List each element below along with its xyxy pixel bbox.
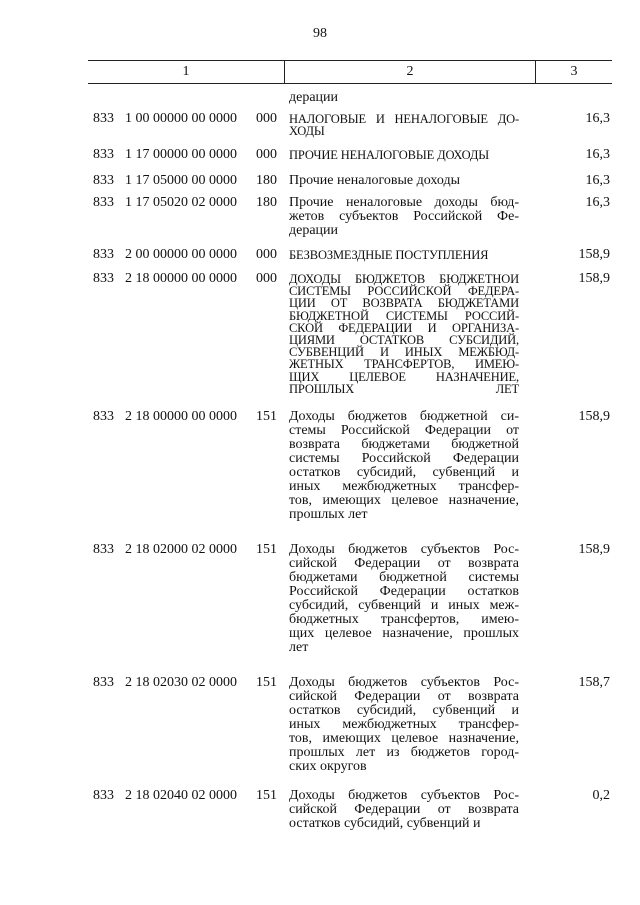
row-name-line: СКОЙ ФЕДЕРАЦИИ И ОРГАНИЗА-: [289, 320, 519, 335]
row-value: 158,9: [578, 409, 610, 424]
row-name-line: Доходы бюджетов субъектов Рос-: [289, 675, 519, 690]
row-admin: 833: [93, 111, 114, 126]
row-name-line: Прочие неналоговые доходы бюд-: [289, 195, 519, 210]
row-sub: 151: [256, 542, 277, 557]
row-value: 16,3: [585, 111, 610, 126]
row-value: 16,3: [585, 195, 610, 210]
row-name: [289, 174, 519, 188]
row-name-line: ДОХОДЫ БЮДЖЕТОВ БЮДЖЕТНОИ: [289, 272, 519, 286]
row-name-line: остатков субсидий, субвенций и: [289, 816, 481, 831]
row-value: 0,2: [592, 788, 610, 803]
row-sub: 151: [256, 788, 277, 803]
row-name: [289, 273, 519, 395]
row-sub: 180: [256, 173, 277, 188]
row-sub: 151: [256, 409, 277, 424]
header-col-3: 3: [570, 64, 578, 79]
row-code: 2 18 00000 00 0000: [125, 409, 237, 424]
header-col-2: 2: [406, 64, 414, 79]
row-code: 2 18 02000 02 0000: [125, 542, 237, 557]
row-value: 16,3: [585, 147, 610, 162]
row-code: 1 00 00000 00 0000: [125, 111, 237, 126]
row-name-line: возврата бюджетами бюджетной: [289, 437, 519, 452]
page-number: 98: [313, 26, 327, 41]
row-name-line: субсидий, субвенций и иных меж-: [289, 598, 519, 613]
row-name-line: ПРОШЛЫХ ЛЕТ: [289, 381, 519, 396]
row-name-line: БЮДЖЕТНОЙ СИСТЕМЫ РОССИЙ-: [289, 308, 519, 323]
row-admin: 833: [93, 271, 114, 286]
row-name: [289, 149, 519, 161]
row-name: [289, 249, 519, 261]
row-value: 158,9: [578, 542, 610, 557]
row-name: [289, 676, 519, 774]
row-value: 158,7: [578, 675, 610, 690]
row-name-line: ХОДЫ: [289, 124, 325, 139]
table-header: [88, 60, 612, 84]
row-value: 16,3: [585, 173, 610, 188]
row-name-line: остатков субсидий, субвенций и: [289, 465, 519, 480]
row-name-line: ских округов: [289, 759, 367, 774]
row-name-line: тов, имеющих целевое назначение,: [289, 493, 519, 508]
row-name-line: сийской Федерации от возврата: [289, 689, 519, 704]
row-name-line: СИСТЕМЫ РОССИЙСКОЙ ФЕДЕРА-: [289, 284, 519, 299]
row-name-line: Доходы бюджетов субъектов Рос-: [289, 542, 519, 557]
row-name-line: остатков субсидий, субвенций и: [289, 703, 519, 718]
row-value: 158,9: [578, 271, 610, 286]
row-code: 1 17 05020 02 0000: [125, 195, 237, 210]
row-name-line: ЦИЯМИ ОСТАТКОВ СУБСИДИЙ,: [289, 332, 519, 347]
row-name-line: иных межбюджетных трансфер-: [289, 479, 519, 494]
row-name-line: ЩИХ ЦЕЛЕВОЕ НАЗНАЧЕНИЕ,: [289, 369, 519, 384]
row-code: 2 18 02040 02 0000: [125, 788, 237, 803]
row-name-line: прошлых лет из бюджетов город-: [289, 745, 519, 760]
row-code: 2 18 02030 02 0000: [125, 675, 237, 690]
row-admin: 833: [93, 675, 114, 690]
row-admin: 833: [93, 173, 114, 188]
row-admin: 833: [93, 195, 114, 210]
row-admin: 833: [93, 409, 114, 424]
row-name-line: прошлых лет: [289, 507, 368, 522]
row-name: [289, 789, 519, 831]
row-sub: 000: [256, 271, 277, 286]
header-col-1: 1: [182, 64, 190, 79]
row-name-line: сийской Федерации от возврата: [289, 556, 519, 571]
row-name-line: тов, имеющих целевое назначение,: [289, 731, 519, 746]
row-admin: 833: [93, 147, 114, 162]
row-code: 1 17 00000 00 0000: [125, 147, 237, 162]
continuation-text: дерации: [289, 90, 339, 105]
row-value: 158,9: [578, 247, 610, 262]
row-name: [289, 543, 519, 655]
row-name-line: НАЛОГОВЫЕ И НЕНАЛОГОВЫЕ ДО-: [289, 112, 519, 126]
row-name-line: бюджетных трансфертов, имею-: [289, 612, 519, 627]
row-name-line: ПРОЧИЕ НЕНАЛОГОВЫЕ ДОХОДЫ: [289, 148, 489, 162]
row-name-line: жетов субъектов Российской Фе-: [289, 209, 519, 224]
row-name: [289, 113, 519, 137]
row-sub: 151: [256, 675, 277, 690]
row-sub: 180: [256, 195, 277, 210]
row-name-line: ЦИИ ОТ ВОЗВРАТА БЮДЖЕТАМИ: [289, 296, 519, 311]
row-sub: 000: [256, 111, 277, 126]
row-name-line: СУБВЕНЦИЙ И ИНЫХ МЕЖБЮД-: [289, 345, 519, 360]
row-name-line: Доходы бюджетов субъектов Рос-: [289, 788, 519, 803]
row-code: 1 17 05000 00 0000: [125, 173, 237, 188]
row-code: 2 00 00000 00 0000: [125, 247, 237, 262]
row-name-line: дерации: [289, 223, 339, 238]
row-name-line: лет: [289, 640, 309, 655]
row-name-line: Доходы бюджетов бюджетной си-: [289, 409, 519, 424]
row-name-line: щих целевое назначение, прошлых: [289, 626, 519, 641]
row-admin: 833: [93, 247, 114, 262]
row-sub: 000: [256, 147, 277, 162]
row-name-line: Российской Федерации остатков: [289, 584, 519, 599]
row-name-line: сийской Федерации от возврата: [289, 802, 519, 817]
row-sub: 000: [256, 247, 277, 262]
row-admin: 833: [93, 542, 114, 557]
row-name-line: системы Российской Федерации: [289, 451, 519, 466]
row-name-line: Прочие неналоговые доходы: [289, 173, 461, 188]
row-name-line: БЕЗВОЗМЕЗДНЫЕ ПОСТУПЛЕНИЯ: [289, 248, 489, 262]
row-name: [289, 196, 519, 238]
row-admin: 833: [93, 788, 114, 803]
row-name-line: бюджетами бюджетной системы: [289, 570, 519, 585]
row-name-line: стемы Российской Федерации от: [289, 423, 519, 438]
row-name-line: ЖЕТНЫХ ТРАНСФЕРТОВ, ИМЕЮ-: [289, 357, 519, 372]
row-name: [289, 410, 519, 522]
row-code: 2 18 00000 00 0000: [125, 271, 237, 286]
row-name-line: иных межбюджетных трансфер-: [289, 717, 519, 732]
